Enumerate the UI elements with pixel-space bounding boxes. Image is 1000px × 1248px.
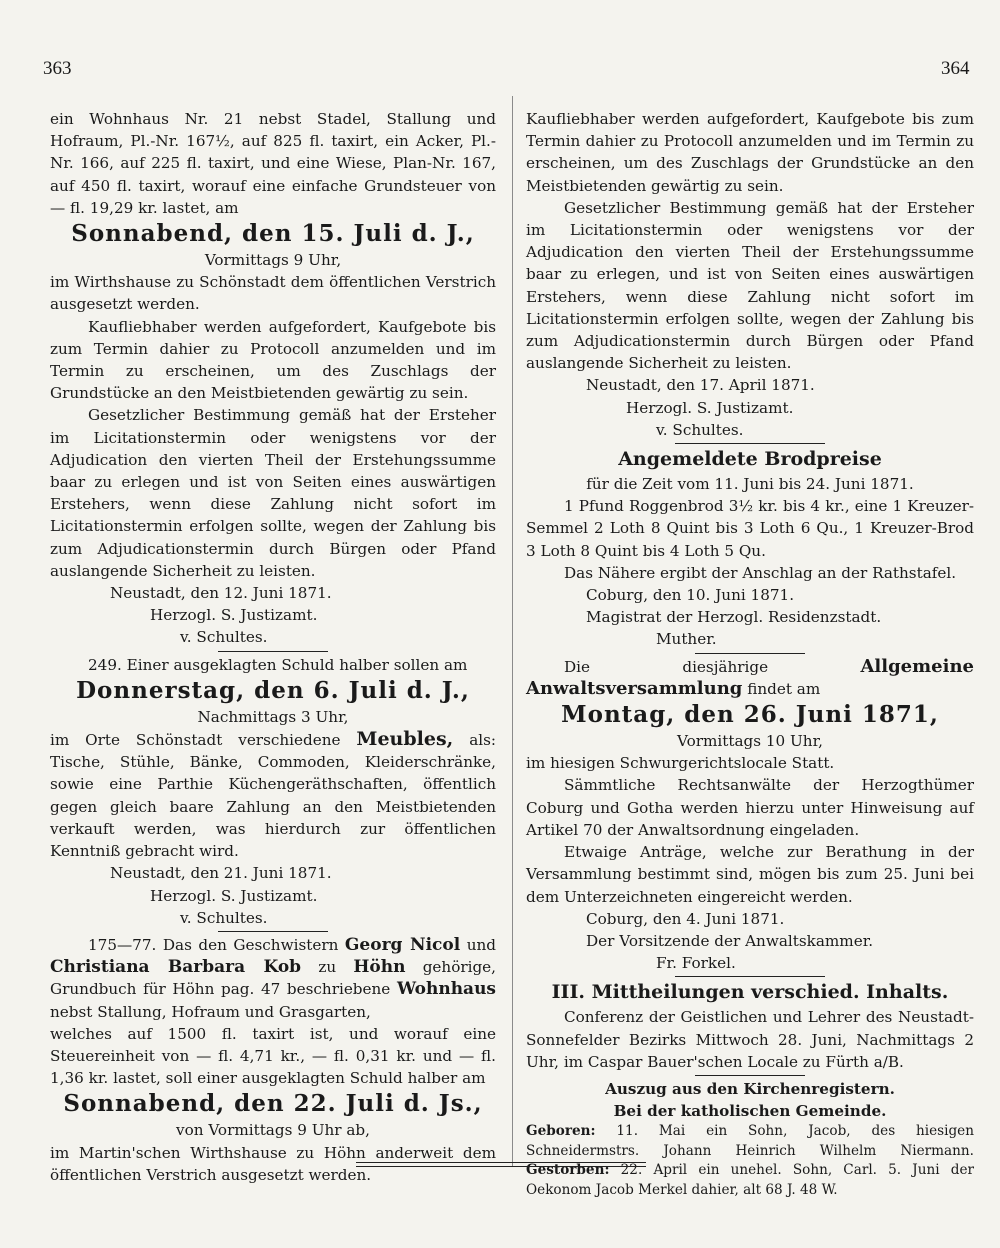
subsection-heading: Auszug aus den Kirchenregistern.	[605, 1079, 895, 1098]
text-run: nebst Stallung, Hofraum und Grasgarten,	[50, 1002, 371, 1021]
section-heading: III. Mittheilungen verschied. Inhalts.	[551, 981, 949, 1004]
register-text: 11. Mai ein Sohn, Jacob, des hiesigen Schneidermstrs. Johann Heinrich Wilhelm Niermann.	[526, 1123, 974, 1159]
notice-paragraph: Gesetzlicher Bestimmung gemäß hat der Ersteher im Licitationstermin oder wenigstens vor der Adjudication den vierten Theil der Erstehungssumme baar zu erlegen, und ist von Seiten eines auswärtigen Erstehers, wenn diese Zahlung nicht sofort im Licitationstermin erfolgen sollte, wegen der Zahlung bis zum Adjudicationstermin durch Bürgen oder Pfand auslangende Sicherheit zu leisten.	[526, 198, 974, 373]
register-text: 22. April ein unehel. Sohn, Carl. 5. Juni der Oekonom Jacob Merkel dahier, alt 68 J. 48 W.	[526, 1162, 974, 1198]
highlight-name: Georg Nicol	[344, 934, 461, 955]
separator-line	[218, 931, 328, 932]
notice-paragraph: im Wirthshause zu Schönstadt dem öffentlichen Verstrich ausgesetzt werden.	[50, 273, 496, 314]
highlight-word: Wohnhaus	[396, 979, 497, 1000]
notice-paragraph: Sämmtliche Rechtsanwälte der Herzogthümer Coburg und Gotha werden hierzu unter Hinweisung auf Artikel 70 der Anwaltsordnung eingeladen.	[526, 776, 974, 839]
text-run: gehörige, Grundbuch für Höhn pag. 47 beschriebene	[50, 958, 496, 999]
office-signature: Herzogl. S. Justizamt.	[150, 606, 318, 625]
name-signature: Fr. Forkel.	[656, 954, 736, 973]
highlight-title: Allgemeine Anwaltsversammlung	[526, 655, 974, 699]
notice-paragraph: 1 Pfund Roggenbrod 3½ kr. bis 4 kr., eine 1 Kreuzer-Semmel 2 Loth 8 Quint bis 3 Loth 6 Qu., 1 Kreuzer-Brod 3 Loth 8 Quint bis 4 Loth 5 Qu.	[526, 497, 974, 560]
office-signature: Magistrat der Herzogl. Residenzstadt.	[586, 608, 882, 627]
separator-line	[675, 443, 825, 444]
notice-paragraph	[526, 656, 974, 700]
text-run: und	[466, 935, 496, 954]
text-run: 175—77. Das den Geschwistern	[88, 935, 339, 954]
notice-paragraph: im hiesigen Schwurgerichtslocale Statt.	[526, 754, 835, 773]
section-heading: Angemeldete Brodpreise	[618, 448, 882, 471]
notice-paragraph: ein Wohnhaus Nr. 21 nebst Stadel, Stallung und Hofraum, Pl.-Nr. 167½, auf 825 fl. taxirt, ein Acker, Pl.-Nr. 166, auf 225 fl. taxirt, und eine Wiese, Plan-Nr. 167, auf 450 fl. taxirt, worauf eine einfache Grundsteuer von — fl. 19,29 kr. lastet, am	[50, 110, 496, 217]
text-run: Die diesjährige	[564, 657, 769, 676]
highlight-name: Höhn	[353, 957, 406, 978]
column-divider	[512, 96, 513, 1166]
notice-paragraph	[50, 728, 496, 862]
register-label: Gestorben:	[526, 1162, 610, 1179]
notice-paragraph: welches auf 1500 fl. taxirt ist, und worauf eine Steuereinheit von — fl. 4,71 kr., — fl. 0,31 kr. und — fl. 1,36 kr. lastet, soll einer ausgeklagten Schuld halber am	[50, 1024, 496, 1088]
name-signature: v. Schultes.	[180, 908, 268, 927]
name-signature: Muther.	[656, 630, 717, 649]
place-date: Neustadt, den 17. April 1871.	[586, 376, 815, 395]
notice-paragraph: 249. Einer ausgeklagten Schuld halber sollen am	[88, 655, 468, 674]
text-run: im Orte Schönstadt verschiedene	[50, 731, 341, 750]
separator-line	[675, 976, 825, 977]
meeting-date: Montag, den 26. Juni 1871,	[561, 701, 939, 729]
right-column	[526, 108, 974, 1200]
bottom-double-rule	[356, 1162, 646, 1167]
notice-paragraph: Conferenz der Geistlichen und Lehrer des Neustadt-Sonnefelder Bezirks Mittwoch 28. Juni, Nachmittags 2 Uhr, im Caspar Bauer'schen Locale zu Fürth a/B.	[526, 1008, 974, 1071]
office-signature: Der Vorsitzende der Anwaltskammer.	[586, 931, 874, 950]
auction-date: Donnerstag, den 6. Juli d. J.,	[76, 676, 470, 704]
left-column	[50, 108, 496, 1186]
notice-paragraph: Kaufliebhaber werden aufgefordert, Kaufgebote bis zum Termin dahier zu Protocoll anzumelden und im Termin zu erscheinen, um des Zuschlags der Grundstücke an den Meistbietenden gewärtig zu sein.	[526, 110, 974, 195]
separator-line	[695, 653, 805, 654]
auction-date: Sonnabend, den 22. Juli d. Js.,	[63, 1090, 483, 1118]
highlight-word: Meubles,	[356, 728, 454, 751]
auction-time: von Vormittags 9 Uhr ab,	[176, 1121, 370, 1140]
place-date: Coburg, den 4. Juni 1871.	[586, 909, 785, 928]
auction-time: Vormittags 9 Uhr,	[204, 251, 342, 270]
notice-paragraph: Das Nähere ergibt der Anschlag an der Rathstafel.	[564, 563, 957, 582]
office-signature: Herzogl. S. Justizamt.	[150, 886, 318, 905]
separator-line	[218, 651, 328, 652]
auction-time: Nachmittags 3 Uhr,	[197, 707, 349, 726]
notice-paragraph: Kaufliebhaber werden aufgefordert, Kaufgebote bis zum Termin dahier zu Protocoll anzumelden und im Termin zu erscheinen, um des Zuschlags der Grundstücke an den Meistbietenden gewärtig zu sein.	[50, 317, 496, 403]
register-label: Geboren:	[526, 1123, 596, 1140]
text-run: zu	[318, 958, 337, 977]
meeting-time: Vormittags 10 Uhr,	[677, 732, 823, 751]
notice-paragraph	[50, 934, 496, 1023]
place-date: Coburg, den 10. Juni 1871.	[586, 586, 795, 605]
text-run: findet am	[747, 679, 821, 698]
notice-paragraph: Etwaige Anträge, welche zur Berathung in der Versammlung bestimmt sind, mögen bis zum 25. Juni bei dem Unterzeichneten eingereicht werden.	[526, 843, 974, 906]
place-date: Neustadt, den 12. Juni 1871.	[110, 584, 332, 603]
name-signature: v. Schultes.	[656, 420, 744, 439]
page-number-right: 364	[941, 58, 970, 79]
text-run: als: Tische, Stühle, Bänke, Commoden, Kleiderschränke, sowie eine Parthie Küchengeräthschaften, öffentlich gegen gleich baare Zahlung an den Meistbietenden verkauft werden, was hierdurch zur öffentlichen Kenntniß gebracht wird.	[50, 731, 497, 861]
notice-paragraph: Gesetzlicher Bestimmung gemäß hat der Ersteher im Licitationstermin oder wenigstens vor der Adjudication den vierten Theil der Erstehungssumme baar zu erlegen und ist von Seiten eines auswärtigen Erstehers, wenn diese Zahlung nicht sofort im Licitationstermin erfolgen sollte, wegen der Zahlung bis zum Adjudicationstermin durch Bürgen oder Pfand auslangende Sicherheit zu leisten.	[50, 406, 496, 580]
page-number-left: 363	[43, 58, 72, 79]
notice-paragraph: für die Zeit vom 11. Juni bis 24. Juni 1871.	[586, 475, 914, 494]
office-signature: Herzogl. S. Justizamt.	[626, 398, 794, 417]
auction-date: Sonnabend, den 15. Juli d. J.,	[71, 220, 475, 248]
separator-line	[695, 1075, 805, 1076]
subsection-heading: Bei der katholischen Gemeinde.	[613, 1102, 887, 1121]
notice-paragraph: im Martin'schen Wirthshause zu Höhn anderweit dem öffentlichen Verstrich ausgesetzt werden.	[50, 1143, 496, 1184]
highlight-name: Christiana Barbara Kob	[50, 957, 302, 978]
name-signature: v. Schultes.	[180, 628, 268, 647]
place-date: Neustadt, den 21. Juni 1871.	[110, 864, 332, 883]
